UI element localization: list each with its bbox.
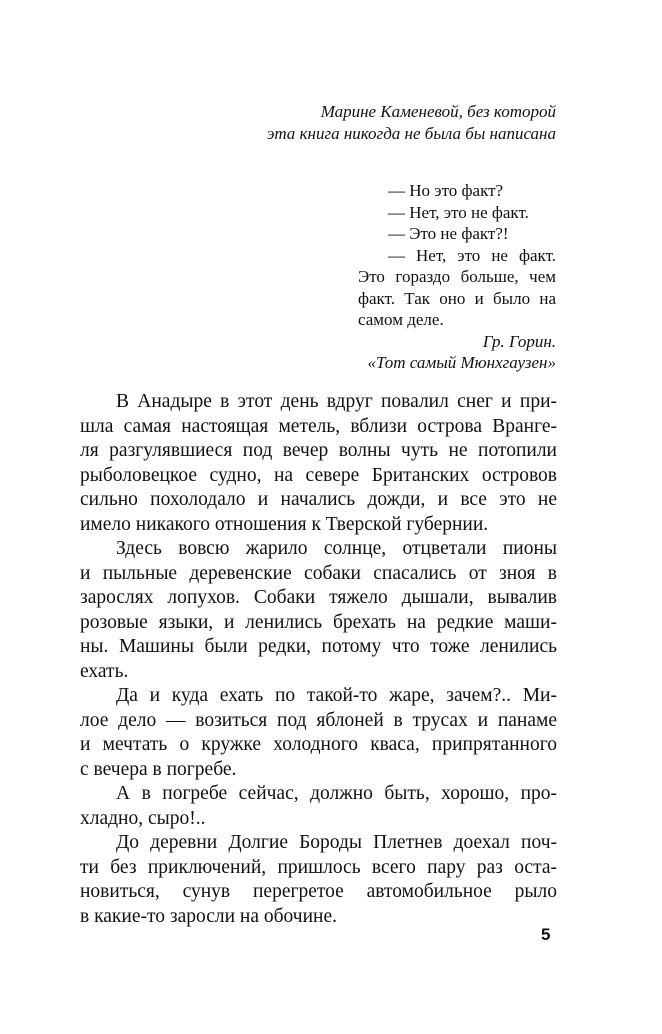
epigraph-work: «Тот самый Мюнхгаузен»	[367, 353, 556, 372]
paragraph-2	[80, 537, 557, 684]
epigraph-author: Гр. Горин.	[482, 331, 556, 351]
text-line: лое дело — возиться под яблоней в трусах и панаме	[80, 709, 557, 731]
text-line: ехать.	[80, 660, 129, 682]
epigraph-dialog-line: — Это не факт?!	[388, 224, 509, 243]
text-line: Здесь вовсю жарило солнце, отцветали пионы	[116, 538, 557, 559]
text-line: рыболовецкое судно, на севере Британских островов	[80, 464, 557, 486]
epigraph-reply-line: самом деле.	[358, 310, 444, 329]
epigraph-dialog-line: — Нет, это не факт.	[388, 245, 556, 265]
epigraph-reply-line: факт. Так оно и было на	[358, 288, 556, 308]
text-line: и пыльные деревенские собаки спасались от зноя в	[80, 562, 557, 584]
text-line: В Анадыре в этот день вдруг повалил снег и при-	[116, 391, 557, 412]
text-line: в какие-то заросли на обочине.	[80, 905, 337, 927]
paragraph-1	[80, 390, 557, 537]
text-line: с вечера в погребе.	[80, 758, 237, 780]
text-line: ля разгулявшиеся под вечер волны чуть не потопили	[80, 440, 557, 461]
text-line: ны. Машины были редки, потому что тоже ленились	[80, 636, 557, 657]
text-line: хладно, сыро!..	[80, 807, 206, 829]
paragraph-5	[80, 831, 557, 929]
text-line: зарослях лопухов. Собаки тяжело дышали, вывалив	[80, 587, 557, 608]
paragraph-3	[80, 684, 557, 782]
epigraph	[358, 180, 556, 374]
text-line: новиться, сунув перегретое автомобильное рыло	[80, 881, 557, 902]
page-number: 5	[541, 925, 551, 944]
epigraph-reply-line: Это гораздо больше, чем	[358, 267, 556, 286]
epigraph-dialog-line: — Нет, это не факт.	[388, 202, 529, 222]
text-line: А в погребе сейчас, должно быть, хорошо, про-	[116, 783, 557, 804]
epigraph-dialog-line: — Но это факт?	[388, 181, 504, 200]
text-line: Да и куда ехать по такой-то жаре, зачем?.. Ми-	[116, 685, 557, 706]
body-text	[80, 390, 557, 929]
text-line: и мечтать о кружке холодного кваса, припрятанного	[80, 734, 557, 755]
text-line: ти без приключений, пришлось всего пару раз оста-	[80, 856, 557, 878]
text-line: розовые языки, и ленились брехать на редкие маши-	[80, 611, 557, 633]
dedication-line: эта книга никогда не была бы написана	[267, 124, 556, 143]
text-line: сильно похолодало и начались дожди, и все это не	[80, 489, 557, 510]
text-line: шла самая настоящая метель, вблизи острова Вранге-	[80, 415, 557, 437]
paragraph-4	[80, 782, 557, 831]
dedication-line: Марине Каменевой, без которой	[320, 102, 556, 121]
dedication	[267, 101, 556, 145]
text-line: имело никакого отношения к Тверской губернии.	[80, 513, 489, 535]
text-line: До деревни Долгие Бороды Плетнев доехал поч-	[116, 832, 557, 853]
